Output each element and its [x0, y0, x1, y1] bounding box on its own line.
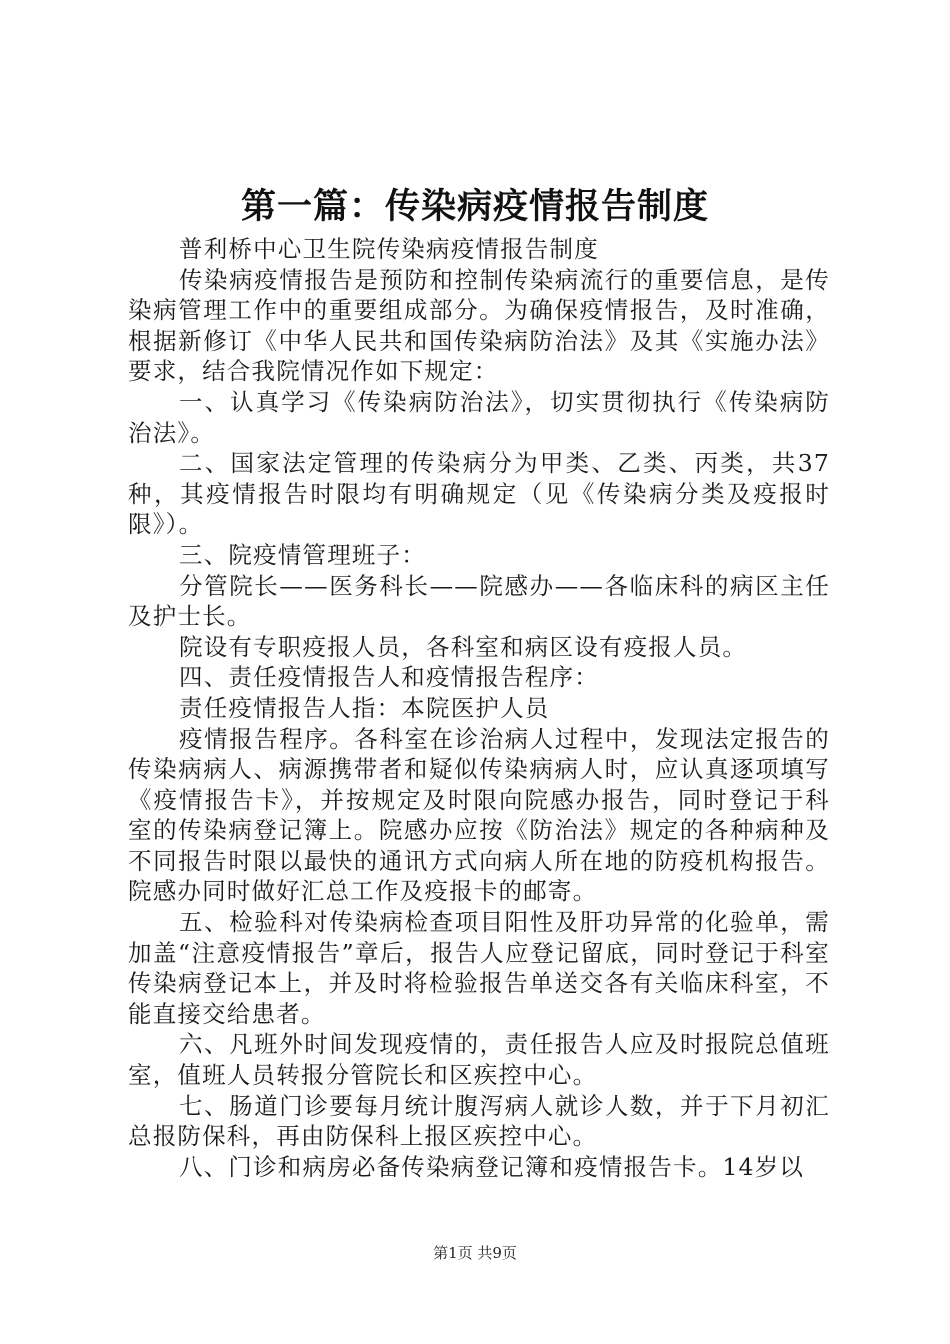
paragraph-procedure: 疫情报告程序。各科室在诊治病人过程中，发现法定报告的传染病病人、病源携带者和疑似传染病病人时，应认真逐项填写《疫情报告卡》，并按规定及时限向院感办报告，同时登记于科室的传染病登记簿上。院感办应按《防治法》规定的各种病种及不同报告时限以最快的通讯方式向病人所在地的防疫机构报告。院感办同时做好汇总工作及疫报卡的邮寄。: [128, 724, 830, 906]
paragraph-subtitle: 普利桥中心卫生院传染病疫情报告制度: [179, 235, 599, 263]
document-body: [128, 234, 830, 1182]
page-footer: 第1页 共9页: [433, 1244, 517, 1262]
document-title: 第一篇：传染病疫情报告制度: [240, 187, 709, 227]
paragraph-item-3: 三、院疫情管理班子：: [179, 540, 426, 569]
paragraph-staffing: 院设有专职疫报人员，各科室和病区设有疫报人员。: [179, 632, 748, 661]
paragraph-item-8: 八、门诊和病房必备传染病登记簿和疫情报告卡。14岁以: [179, 1152, 805, 1181]
paragraph-item-2: 二、国家法定管理的传染病分为甲类、乙类、丙类，共37种，其疫情报告时限均有明确规定（见《传染病分类及疫报时限》）。: [128, 449, 830, 539]
paragraph-item-7: 七、肠道门诊要每月统计腹泻病人就诊人数，并于下月初汇总报防保科，再由防保科上报区疾控中心。: [128, 1091, 830, 1151]
paragraph-reporter: 责任疫情报告人指：本院医护人员: [179, 693, 550, 722]
paragraph-item-6: 六、凡班外时间发现疫情的，责任报告人应及时报院总值班室，值班人员转报分管院长和区疾控中心。: [128, 1030, 830, 1090]
paragraph-item-1: 一、认真学习《传染病防治法》，切实贯彻执行《传染病防治法》。: [128, 387, 830, 447]
paragraph-item-4: 四、责任疫情报告人和疫情报告程序：: [179, 663, 599, 692]
paragraph-intro: 传染病疫情报告是预防和控制传染病流行的重要信息，是传染病管理工作中的重要组成部分。为确保疫情报告，及时准确，根据新修订《中华人民共和国传染病防治法》及其《实施办法》要求，结合我院情况作如下规定：: [128, 265, 830, 386]
paragraph-item-5: 五、检验科对传染病检查项目阳性及肝功异常的化验单，需加盖“注意疫情报告”章后，报告人应登记留底，同时登记于科室传染病登记本上，并及时将检验报告单送交各有关临床科室，不能直接交给患者。: [128, 908, 830, 1028]
paragraph-hierarchy: 分管院长——医务科长——院感办——各临床科的病区主任及护士长。: [128, 571, 830, 631]
